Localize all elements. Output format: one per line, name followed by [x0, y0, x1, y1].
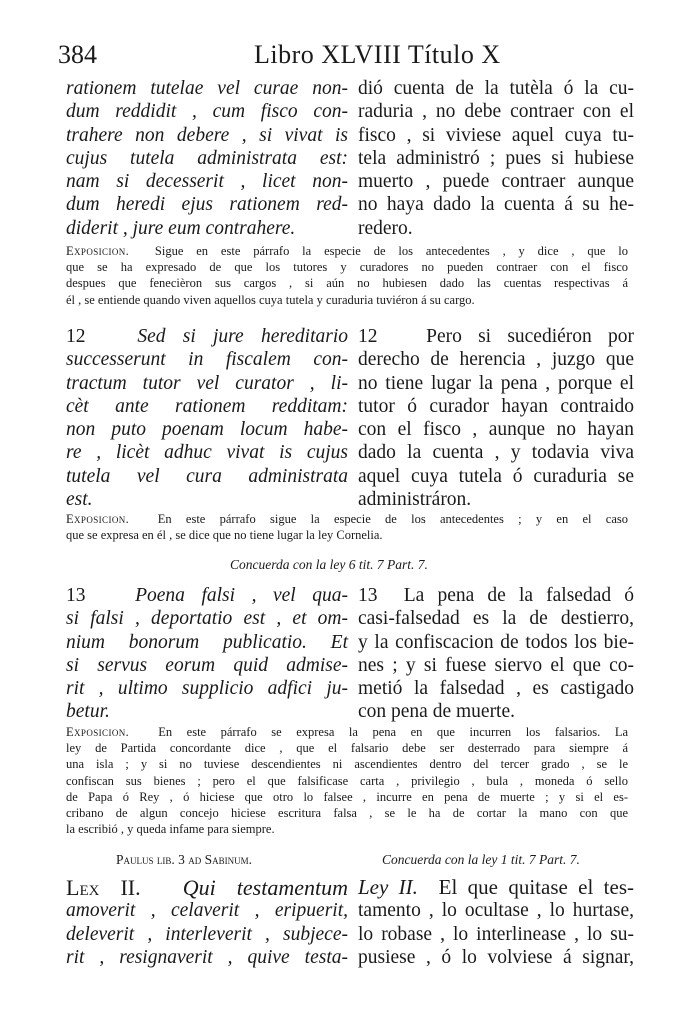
- text-block-3: [66, 584, 634, 723]
- text-block-2: [66, 325, 634, 515]
- concordance-note: Concuerda con la ley 1 tit. 7 Part. 7.: [382, 852, 580, 867]
- running-title: Libro XLVIII Título X: [254, 40, 501, 69]
- spanish-line: metió la falsedad , es castigado: [358, 678, 634, 700]
- exposition-label: Exposicion.: [66, 725, 130, 739]
- latin-line: betur.: [66, 701, 110, 723]
- latin-column: [66, 77, 348, 240]
- spanish-column: [358, 876, 634, 969]
- spanish-line: y la confiscacion de todos los bie-: [358, 631, 634, 653]
- latin-line: cujus tutela administrata est:: [66, 147, 348, 169]
- law-heading: Lex II.: [66, 875, 141, 900]
- spanish-line: dió cuenta de la tutèla ó la cu-: [358, 78, 634, 99]
- spanish-column: [358, 77, 634, 240]
- latin-line: Qui testamentum: [182, 875, 349, 900]
- latin-line: rit , ultimo supplicio adfici ju-: [66, 678, 348, 700]
- spanish-line: nes ; y si fuese siervo el que co-: [358, 654, 634, 676]
- spanish-line: Pero si sucediéron por: [426, 326, 634, 347]
- latin-line: diderit , jure eum contrahere.: [66, 217, 296, 239]
- source-note-text: Paulus lib. 3 ad Sabinum.: [116, 852, 253, 867]
- spanish-line: dado la cuenta , y todavia viva: [358, 442, 634, 464]
- latin-line: dum heredi ejus rationem red-: [66, 194, 348, 216]
- latin-line: dum reddidit , cum fisco con-: [66, 101, 348, 123]
- latin-line: Sed si jure hereditario: [137, 326, 348, 347]
- text-block-1: [66, 77, 634, 241]
- spanish-line: pusiese , ó lo volviese á signar,: [358, 946, 634, 968]
- spanish-line: raduria , no debe contraer con el: [358, 101, 634, 123]
- latin-column: [66, 876, 348, 969]
- latin-line: nam si decesserit , licet non-: [66, 171, 348, 193]
- page-header: [58, 40, 658, 74]
- spanish-line: casi-falsedad es la de destierro,: [358, 608, 634, 630]
- concordance-note: Concuerda con la ley 6 tit. 7 Part. 7.: [230, 557, 428, 572]
- latin-line: si servus eorum quid admise-: [66, 654, 348, 676]
- exposition-line: de Papa ó Rey , ó hiciese que otro lo falsee , incurre en pena de muerte ; y si el es-: [66, 789, 628, 804]
- latin-column: [66, 584, 348, 724]
- latin-line: trahere non debere , si vivat is: [66, 124, 348, 146]
- latin-line: tractum tutor vel curator , li-: [66, 372, 348, 394]
- latin-column: [66, 325, 348, 511]
- spanish-line: no haya dado la cuenta á su he-: [358, 194, 634, 216]
- exposition-line: Sigue en este párrafo la especie de los antecedentes , y dice , que lo: [154, 244, 629, 258]
- paragraph-number: 13: [358, 585, 378, 606]
- latin-line: Poena falsi , vel qua-: [135, 585, 348, 606]
- latin-line: successerunt in fiscalem con-: [66, 349, 348, 371]
- spanish-line: lo robase , lo interlinease , lo su-: [358, 923, 634, 945]
- spanish-column: [358, 584, 634, 724]
- law-heading: Ley II.: [358, 875, 418, 899]
- spanish-line: aquel cuya tutela ó curaduria se: [358, 465, 634, 487]
- latin-line: cèt ante rationem redditam:: [66, 395, 348, 417]
- exposition-1: [66, 243, 628, 308]
- latin-line: deleverit , interleverit , subjece-: [66, 923, 348, 945]
- latin-line: tutela vel cura administrata: [66, 465, 348, 487]
- exposition-3: [66, 724, 628, 837]
- source-note: [116, 852, 252, 868]
- paragraph-number: 12: [358, 326, 378, 347]
- spanish-line: redero.: [358, 217, 413, 239]
- exposition-line: cribano de algun concejo hiciese escritura falsa , se le ha de cortar la mano con que: [66, 806, 628, 821]
- spanish-line: tela administró ; pues si hubiese: [358, 147, 634, 169]
- latin-line: rationem tutelae vel curae non-: [66, 78, 348, 99]
- exposition-label: Exposicion.: [66, 244, 130, 258]
- spanish-line: La pena de la falsedad ó: [403, 585, 634, 606]
- exposition-line: la escribió , y queda infame para siempre.: [66, 822, 275, 837]
- spanish-column: [358, 325, 634, 511]
- exposition-line: En este párrafo se expresa la pena en que incurren los falsarios. La: [158, 725, 629, 739]
- spanish-line: fisco , si viviese aquel cuya tu-: [358, 124, 634, 146]
- exposition-line: él , se entiende quando viven aquellos cuya tutela y curaduria tuviéron á su cargo.: [66, 292, 475, 307]
- text-block-4: [66, 876, 634, 996]
- latin-line: rit , resignaverit , quive testa-: [66, 946, 348, 968]
- spanish-line: con el fisco , aunque no hayan: [358, 419, 634, 441]
- exposition-line: que se ha expresado de que los tutores y curadores no pueden contraer con el fisco: [66, 260, 628, 275]
- latin-line: re , licèt adhuc vivat is cujus: [66, 442, 348, 464]
- exposition-line: En este párrafo sigue la especie de los antecedentes ; y en el caso: [157, 512, 629, 526]
- spanish-line: tutor ó curador hayan contraido: [358, 395, 634, 417]
- spanish-line: tamento , lo ocultase , lo hurtase,: [358, 900, 634, 922]
- spanish-line: con pena de muerte.: [358, 701, 516, 723]
- latin-line: est.: [66, 489, 93, 511]
- exposition-line: despues que fenecièron sus cargos , si aún no hubiesen dado las cuentas respectivas á: [66, 276, 628, 291]
- exposition-line: que se expresa en él , se dice que no tiene lugar la ley Cornelia.: [66, 528, 383, 543]
- exposition-label: Exposicion.: [66, 512, 130, 526]
- spanish-line: no tiene lugar la pena , porque el: [358, 372, 634, 394]
- exposition-line: ley de Partida concordante dice , que el falsario debe ser desterrado para siempre á: [66, 741, 628, 756]
- latin-line: amoverit , celaverit , eripuerit,: [66, 900, 348, 922]
- spanish-line: El que quitase el tes-: [438, 875, 635, 899]
- latin-line: si falsi , deportatio est , et om-: [66, 608, 348, 630]
- page-number: 384: [58, 40, 97, 69]
- paragraph-number: 13: [66, 585, 86, 606]
- spanish-line: derecho de herencia , juzgo que: [358, 349, 634, 371]
- latin-line: non puto poenam locum habe-: [66, 419, 348, 441]
- spanish-line: administráron.: [358, 489, 472, 511]
- exposition-line: confiscan sus bienes ; pero el que falsificase carta , privilegio , bula , moneda ó sello: [66, 773, 628, 788]
- paragraph-number: 12: [66, 326, 86, 347]
- exposition-line: una isla ; y si no tuviese descendientes ni ascendientes dentro del tercer grado , se le: [66, 757, 628, 772]
- spanish-line: muerto , puede contraer aunque: [358, 171, 634, 193]
- exposition-2: [66, 511, 628, 543]
- latin-line: nium bonorum publicatio. Et: [66, 631, 348, 653]
